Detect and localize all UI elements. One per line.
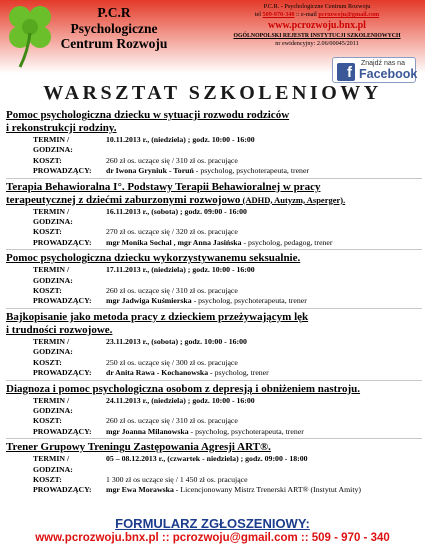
course-date: 05 – 08.12.2013 r., (czwartek - niedziela) ; godz. 09:00 - 18:00 bbox=[106, 454, 308, 464]
course-title-line: i trudności rozwojowe. bbox=[6, 323, 113, 336]
course-title bbox=[6, 441, 422, 454]
divider bbox=[6, 178, 422, 179]
page-title: WARSZTAT SZKOLENIOWY bbox=[43, 82, 382, 104]
facebook-small-text: Znajdź nas na bbox=[361, 60, 405, 67]
course-cost: 1 300 zł os uczące się / 1 450 zł os. pracujące bbox=[106, 474, 248, 484]
date-label: TERMIN / GODZINA: bbox=[33, 336, 73, 357]
course-cost-row bbox=[6, 358, 422, 368]
course-cost: 260 zł os. uczące się / 310 zł os. pracujące bbox=[106, 286, 238, 296]
trainer-role: - psycholog, psychoterapeuta, trener bbox=[191, 296, 307, 306]
trainer-role: - Licencjonowany Mistrz Trenerski ART® (Instytut Amity) bbox=[173, 485, 362, 495]
divider bbox=[6, 438, 422, 439]
course-title bbox=[6, 311, 422, 337]
course-title-line: terapeutycznej z dziećmi zaburzonymi rozwojowo bbox=[6, 193, 241, 206]
trainer-role: - psycholog, trener bbox=[208, 368, 269, 378]
course-date-row bbox=[6, 207, 422, 228]
course-title-line: Trener Grupowy Treningu Zastępowania Agresji ART®. bbox=[6, 441, 271, 454]
course-date-row bbox=[6, 396, 422, 417]
course-trainer: mgr Joanna Milanowska bbox=[106, 426, 189, 436]
course-cost-row bbox=[6, 227, 422, 237]
course-trainer-row bbox=[6, 485, 422, 495]
trainer-label: PROWADZĄCY: bbox=[33, 166, 92, 176]
course-cost-row bbox=[6, 416, 422, 426]
course-trainer: mgr Jadwiga Kuśmierska bbox=[106, 296, 192, 306]
course-item bbox=[6, 441, 422, 496]
trainer-label: PROWADZĄCY: bbox=[33, 426, 92, 436]
course-date: 10.11.2013 r., (niedziela) ; godz. 10:00 - 16:00 bbox=[106, 135, 255, 144]
registry-line-2: nr ewidencyjny: 2.06/00045/2011 bbox=[275, 40, 359, 47]
trainer-label: PROWADZĄCY: bbox=[33, 296, 92, 306]
course-title bbox=[6, 181, 422, 207]
course-trainer: dr Anita Rawa - Kochanowska bbox=[106, 368, 209, 378]
brand-line-1: P.C.R bbox=[97, 5, 131, 20]
course-list bbox=[6, 109, 422, 496]
course-date: 24.11.2013 r., (niedziela) ; godz. 10:00 - 16:00 bbox=[106, 395, 255, 405]
divider bbox=[6, 380, 422, 381]
course-trainer-row bbox=[6, 166, 422, 176]
course-title bbox=[6, 252, 422, 265]
course-trainer-row bbox=[6, 368, 422, 378]
trainer-role: - psycholog, pedagog, trener bbox=[241, 237, 333, 247]
email-label: :: e-mail bbox=[296, 11, 317, 18]
trainer-label: PROWADZĄCY: bbox=[33, 368, 92, 378]
info-line-1: P.C.R. - Psychologiczne Centrum Rozwoju bbox=[263, 3, 371, 10]
date-label: TERMIN / GODZINA: bbox=[33, 265, 73, 285]
course-title-line: Diagnoza i pomoc psychologiczna osobom z depresją i obniżeniem nastroju. bbox=[6, 382, 361, 395]
course-cost-row bbox=[6, 475, 422, 485]
course-cost: 260 zł os. uczące się / 310 zł os. pracujące bbox=[106, 416, 238, 426]
course-title-line: Pomoc psychologiczna dziecku w sytuacji rozwodu rodziców bbox=[6, 109, 290, 121]
divider bbox=[6, 308, 422, 309]
website-link[interactable]: www.pcrozwoju.bnx.pl bbox=[268, 20, 366, 31]
facebook-big-text: Facebook bbox=[359, 67, 418, 81]
date-label: TERMIN / GODZINA: bbox=[33, 206, 73, 227]
course-item bbox=[6, 252, 422, 309]
course-date-row bbox=[6, 337, 422, 358]
course-trainer: mgr Ewa Morawska bbox=[106, 485, 174, 495]
cost-label: KOSZT: bbox=[33, 286, 62, 296]
course-cost: 260 zł os. uczące się / 310 zł os. pracujące bbox=[106, 155, 238, 165]
course-date: 17.11.2013 r., (niedziela) ; godz. 10:00 - 16:00 bbox=[106, 265, 255, 275]
course-title bbox=[6, 383, 422, 396]
course-title-line: Pomoc psychologiczna dziecku wykorzystywanemu seksualnie. bbox=[6, 252, 301, 265]
course-cost-row bbox=[6, 286, 422, 296]
course-title bbox=[6, 109, 422, 135]
course-title-line: Terapia Behawioralna I°. Podstawy Terapii Behawioralnej w pracy bbox=[6, 180, 321, 193]
clover-logo-icon bbox=[6, 3, 54, 69]
course-date-row bbox=[6, 265, 422, 286]
trainer-label: PROWADZĄCY: bbox=[33, 237, 92, 247]
info-line-2 bbox=[212, 11, 422, 19]
course-date: 23.11.2013 r., (sobota) ; godz. 10:00 - 16:00 bbox=[106, 336, 247, 346]
contact-info bbox=[212, 3, 422, 48]
course-trainer-row bbox=[6, 238, 422, 248]
course-trainer: dr Iwona Gryniuk - Toruń bbox=[106, 166, 194, 176]
registry-line-1: OGÓLNOPOLSKI REJESTR INSTYTUCJI SZKOLENIOWYCH bbox=[233, 33, 401, 39]
course-trainer-row bbox=[6, 296, 422, 306]
course-cost: 250 zł os. uczące się / 300 zł os. pracujące bbox=[106, 357, 238, 367]
brand-line-3: Centrum Rozwoju bbox=[60, 36, 168, 51]
cost-label: KOSZT: bbox=[33, 416, 62, 426]
facebook-icon: f bbox=[337, 63, 355, 81]
cost-label: KOSZT: bbox=[33, 155, 62, 165]
cost-label: KOSZT: bbox=[33, 474, 62, 484]
tel-number[interactable]: 509-970-340 bbox=[262, 11, 295, 18]
course-title-note: (ADHD, Autyzm, Asperger). bbox=[240, 194, 346, 205]
course-cost-row bbox=[6, 156, 422, 166]
trainer-label: PROWADZĄCY: bbox=[33, 485, 92, 495]
date-label: TERMIN / GODZINA: bbox=[33, 395, 73, 415]
course-item bbox=[6, 383, 422, 440]
divider bbox=[6, 249, 422, 250]
course-date-row bbox=[6, 454, 422, 475]
brand-name bbox=[48, 5, 180, 52]
course-date-row bbox=[6, 135, 422, 156]
date-label: TERMIN / GODZINA: bbox=[33, 454, 73, 474]
registration-form-link[interactable]: FORMULARZ ZGŁOSZENIOWY: bbox=[115, 516, 310, 531]
email-link[interactable]: pcrozwoju@gmail.com bbox=[318, 11, 380, 18]
course-title-line: i rekonstrukcji rodziny. bbox=[6, 122, 117, 134]
brand-line-2: Psychologiczne bbox=[70, 20, 158, 36]
tel-label: tel bbox=[254, 11, 261, 18]
footer-contact: www.pcrozwoju.bnx.pl :: pcrozwoju@gmail.com :: 509 - 970 - 340 bbox=[35, 532, 390, 544]
course-item bbox=[6, 181, 422, 251]
course-trainer-row bbox=[6, 427, 422, 437]
course-item bbox=[6, 311, 422, 381]
facebook-button[interactable] bbox=[332, 57, 416, 83]
date-label: TERMIN / GODZINA: bbox=[33, 135, 73, 155]
trainer-role: - psycholog, psychoterapeuta, trener bbox=[188, 426, 304, 436]
course-item bbox=[6, 109, 422, 179]
course-title-line: Bajkopisanie jako metoda pracy z dzieckiem przeżywającym lęk bbox=[6, 310, 309, 323]
course-trainer: mgr Monika Sochal , mgr Anna Jasińska bbox=[106, 237, 242, 247]
cost-label: KOSZT: bbox=[33, 227, 62, 237]
cost-label: KOSZT: bbox=[33, 357, 62, 367]
course-date: 16.11.2013 r., (sobota) ; godz. 09:00 - 16:00 bbox=[106, 206, 247, 216]
course-cost: 270 zł os. uczące się / 320 zł os. pracujące bbox=[106, 227, 238, 237]
trainer-role: - psycholog, psychoterapeuta, trener bbox=[193, 166, 310, 176]
